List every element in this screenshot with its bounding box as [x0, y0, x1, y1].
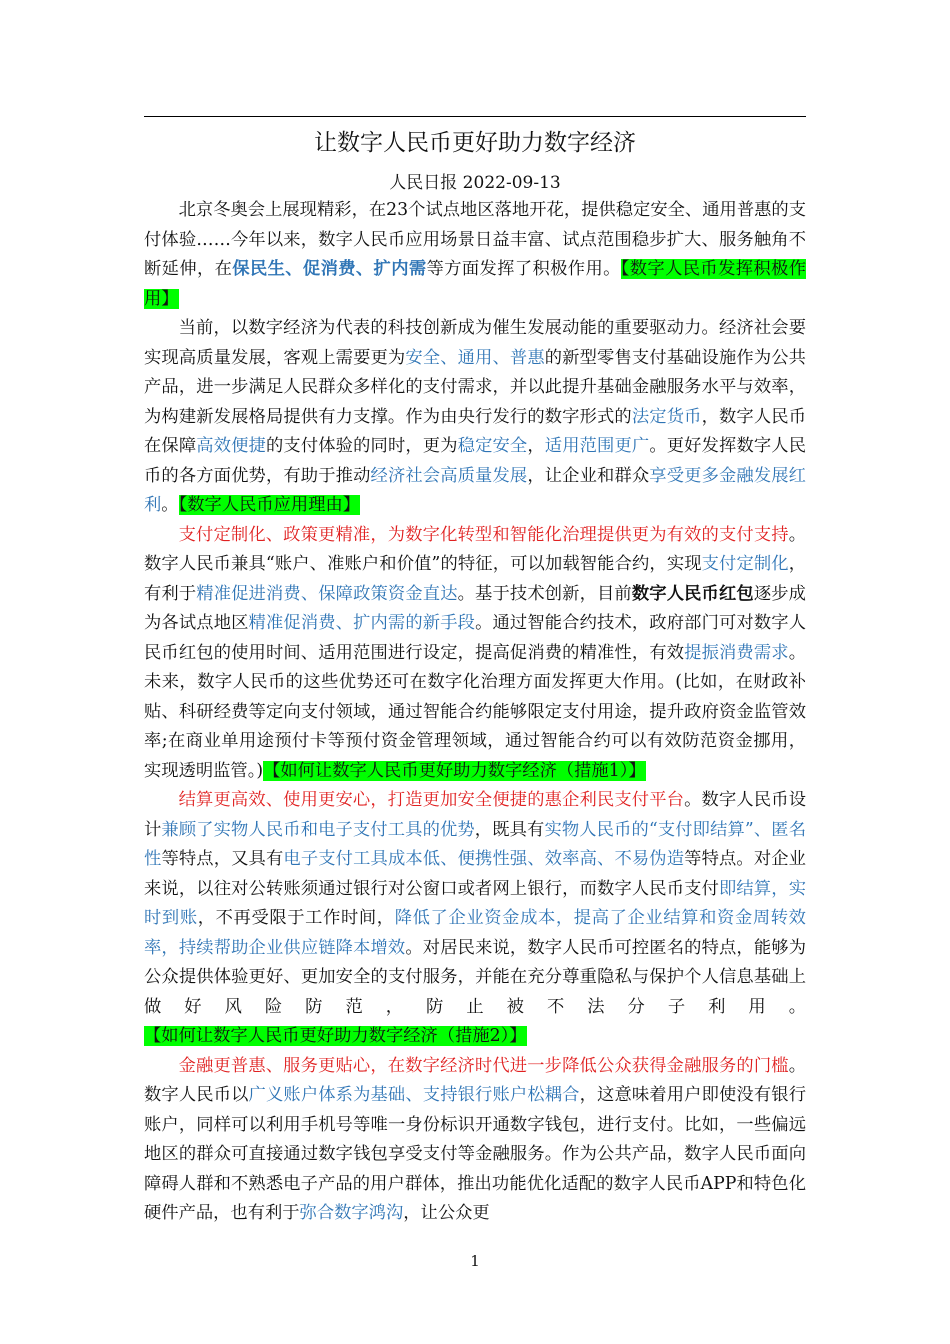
highlight-annotation: 【数字人民币应用理由】 — [178, 495, 361, 515]
text-segment: 电子支付工具成本低、便携性强、效率高、不易伪造 — [283, 849, 685, 869]
text-segment: 逐步成为各试点地区 — [144, 583, 806, 633]
text-segment: 精准促消费、扩内需的新手段 — [248, 613, 476, 633]
text-segment: 适用范围更广 — [544, 436, 650, 456]
text-segment: ，数字人民币在保障 — [144, 406, 806, 456]
highlight-annotation: 【如何让数字人民币更好助力数字经济（措施1）】 — [263, 760, 646, 781]
text-segment: 等方面发挥了积极作用。 — [426, 259, 621, 279]
article-title: 让数字人民币更好助力数字经济 — [314, 130, 636, 156]
highlight-annotation: 【数字人民币发挥积极作用】 — [144, 259, 806, 309]
text-segment: 等特点，又具有 — [161, 849, 284, 869]
text-segment: 安全、通用、普惠 — [405, 347, 545, 368]
article-byline: 人民日报 2022-09-13 — [389, 173, 561, 193]
text-segment: 的支付体验的同时，更为 — [265, 436, 458, 456]
text-segment: 。通过智能合约技术，政府部门可对数字人民币红包的使用时间、适用范围进行设定，提高促消费的精准性，有效 — [144, 613, 806, 663]
text-segment: 稳定安全 — [457, 436, 528, 456]
text-segment: ，这意味着用户即使没有银行账户，同样可以利用手机号等唯一身份标识开通数字钱包，进行支付。比如，一些偏远地区的群众可直接通过数字钱包享受支付等金融服务。作为公共产品，数字人民币面向障碍人群和不熟悉电子产品的用户群体，推出功能优化适配的数字人民币APP和特色化硬件产品，也有利于 — [144, 1085, 806, 1223]
text-segment: ，让企业和群众 — [527, 465, 650, 486]
text-segment: 的新型零售支付基础设施作为公共产品，进一步满足人民群众多样化的支付需求，并以此提升基础金融服务水平与效率，为构建新发展格局提供有力支撑。作为由央行发行的数字形式的 — [144, 347, 806, 427]
paragraph — [144, 786, 806, 1052]
highlight-annotation: 【如何让数字人民币更好助力数字经济（措施2）】 — [144, 1026, 527, 1046]
text-segment: 。数字人民币兼具“账户、准账户和价值”的特征，可以加载智能合约，实现 — [144, 524, 806, 574]
article-body — [144, 196, 806, 1229]
text-segment: ，不再受限于工作时间， — [197, 908, 395, 928]
text-segment: 。基于技术创新，目前 — [457, 583, 632, 604]
text-segment: 。数字人民币以 — [144, 1055, 806, 1105]
text-segment: 支付定制化、政策更精准，为数字化转型和智能化治理提供更为有效的支付支持 — [178, 524, 789, 545]
text-segment: 。数字人民币设计 — [144, 790, 806, 840]
text-segment: 广义账户体系为基础、支持银行账户松耦合 — [248, 1085, 580, 1105]
text-segment: 提振消费需求 — [684, 642, 789, 663]
paragraph — [144, 521, 806, 787]
paragraph — [144, 1052, 806, 1229]
text-segment: ，让公众更 — [403, 1203, 490, 1223]
paragraph — [144, 196, 806, 314]
text-segment: 降低了企业资金成本，提高了企业结算和资金周转效率，持续帮助企业供应链降本增效 — [144, 908, 806, 958]
text-segment: 实物人民币的“支付即结算”、匿名性 — [144, 819, 806, 869]
text-segment: 享受更多金融发展红利 — [144, 465, 806, 515]
page-number: 1 — [470, 1252, 480, 1270]
text-segment: 。对居民来说，数字人民币可控匿名的特点，能够为公众提供体验更好、更加安全的支付服务，并能在充分尊重隐私与保护个人信息基础上做好风险防范，防止被不法分子利用。 — [144, 937, 806, 1017]
text-segment: ，有利于 — [144, 554, 806, 604]
text-segment: 兼顾了实物人民币和电子支付工具的优势 — [161, 819, 475, 840]
text-segment: 当前，以数字经济为代表的科技创新成为催生发展动能的重要驱动力。经济社会要实现高质量发展，客观上需要更为 — [144, 318, 806, 368]
text-segment: 金融更普惠、服务更贴心，在数字经济时代进一步降低公众获得金融服务的门槛 — [178, 1055, 789, 1076]
text-segment: 。未来，数字人民币的这些优势还可在数字化治理方面发挥更大作用。(比如，在财政补贴、科研经费等定向支付领域，通过智能合约能够限定支付用途，提升政府资金监管效率;在商业单用途预付卡等预付资金管理领域，通过智能合约可以有效防范资金挪用，实现透明监管。) — [144, 642, 806, 781]
text-segment: 。 — [161, 495, 179, 515]
paragraph — [144, 314, 806, 521]
text-segment: 高效便捷 — [196, 436, 266, 456]
text-segment: 。更好发挥数字人民币的各方面优势，有助于推动 — [144, 436, 806, 486]
text-segment: ，既具有 — [474, 819, 545, 840]
text-segment: 结算更高效、使用更安心，打造更加安全便捷的惠企利民支付平台 — [178, 790, 685, 810]
text-segment: 保民生、促消费、扩内需 — [232, 259, 427, 279]
text-segment: 数字人民币红包 — [631, 583, 754, 604]
text-segment: 即结算，实时到账 — [144, 878, 806, 928]
text-segment: ， — [527, 436, 545, 456]
text-segment: 弥合数字鸿沟 — [299, 1203, 404, 1223]
text-segment: 支付定制化 — [701, 554, 789, 574]
header-rule — [144, 116, 806, 117]
text-segment: 经济社会高质量发展 — [370, 465, 528, 486]
text-segment: 法定货币 — [631, 406, 702, 427]
text-segment: 精准促进消费、保障政策资金直达 — [196, 583, 458, 604]
text-segment: 北京冬奥会上展现精彩，在23个试点地区落地开花，提供稳定安全、通用普惠的支付体验……今年以来，数字人民币应用场景日益丰富、试点范围稳步扩大、服务触角不断延伸，在 — [144, 200, 806, 279]
text-segment: 等特点。对企业来说，以往对公转账须通过银行对公窗口或者网上银行，而数字人民币支付 — [144, 849, 806, 899]
